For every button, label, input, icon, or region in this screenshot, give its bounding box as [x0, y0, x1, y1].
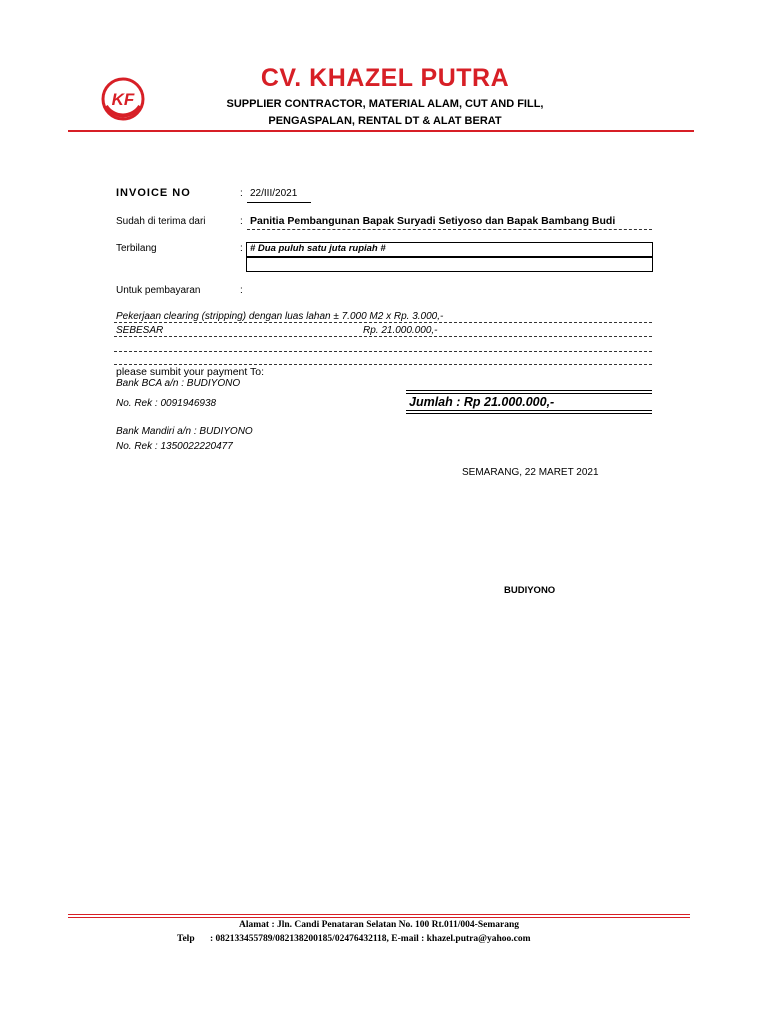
bca-account-name: Bank BCA a/n : BUDIYONO: [116, 378, 241, 389]
subtotal-label: SEBESAR: [116, 325, 164, 336]
dotted-line: [247, 229, 652, 230]
total-rule: [406, 410, 652, 411]
invoice-number-underline: [247, 202, 311, 203]
mandiri-account-number: No. Rek : 1350022220477: [116, 441, 233, 452]
invoice-number-colon: :: [240, 188, 243, 199]
received-from-label: Sudah di terima dari: [116, 216, 206, 227]
amount-in-words-colon: :: [240, 243, 243, 254]
svg-text:KF: KF: [111, 90, 135, 109]
footer-divider: [68, 914, 690, 915]
footer-address: Alamat : Jln. Candi Penataran Selatan No. 100 Rt.011/004-Semarang: [239, 920, 519, 930]
work-description: Pekerjaan clearing (stripping) dengan luas lahan ± 7.000 M2 x Rp. 3.000,-: [116, 311, 444, 322]
subtotal-value: Rp. 21.000.000,-: [363, 325, 438, 336]
payment-instruction: please sumbit your payment To:: [116, 366, 265, 378]
company-name: CV. KHAZEL PUTRA: [260, 64, 510, 92]
bca-account-number: No. Rek : 0091946938: [116, 398, 217, 409]
dotted-line: [114, 336, 652, 337]
invoice-number-label: INVOICE NO: [116, 187, 191, 199]
company-tagline-1: SUPPLIER CONTRACTOR, MATERIAL ALAM, CUT AND FILL,: [226, 98, 544, 110]
payment-purpose-label: Untuk pembayaran: [116, 285, 201, 296]
company-logo: [98, 74, 148, 124]
footer-divider: [68, 917, 690, 918]
amount-in-words-value: # Dua puluh satu juta rupiah #: [250, 243, 386, 254]
dotted-line: [114, 351, 652, 352]
footer-phone-label: Telp: [177, 934, 195, 944]
received-from-colon: :: [240, 216, 243, 227]
header-divider: [68, 130, 694, 132]
dotted-line: [114, 322, 652, 323]
amount-in-words-label: Terbilang: [116, 243, 157, 254]
dotted-line: [114, 364, 652, 365]
footer-phone-email: : 082133455789/082138200185/02476432118, E-mail : khazel.putra@yahoo.com: [210, 934, 531, 944]
company-tagline-2: PENGASPALAN, RENTAL DT & ALAT BERAT: [268, 115, 502, 127]
total-rule: [406, 413, 652, 414]
total-rule: [406, 393, 652, 394]
total-rule: [406, 390, 652, 391]
place-and-date: SEMARANG, 22 MARET 2021: [462, 467, 599, 478]
invoice-number-value: 22/III/2021: [250, 188, 298, 199]
payment-purpose-colon: :: [240, 285, 243, 296]
amount-in-words-box-divider: [246, 256, 653, 258]
total-amount: Jumlah : Rp 21.000.000,-: [409, 395, 555, 409]
signatory-name: BUDIYONO: [504, 585, 556, 596]
mandiri-account-name: Bank Mandiri a/n : BUDIYONO: [116, 426, 253, 437]
received-from-value: Panitia Pembangunan Bapak Suryadi Setiyoso dan Bapak Bambang Budi: [250, 215, 616, 227]
